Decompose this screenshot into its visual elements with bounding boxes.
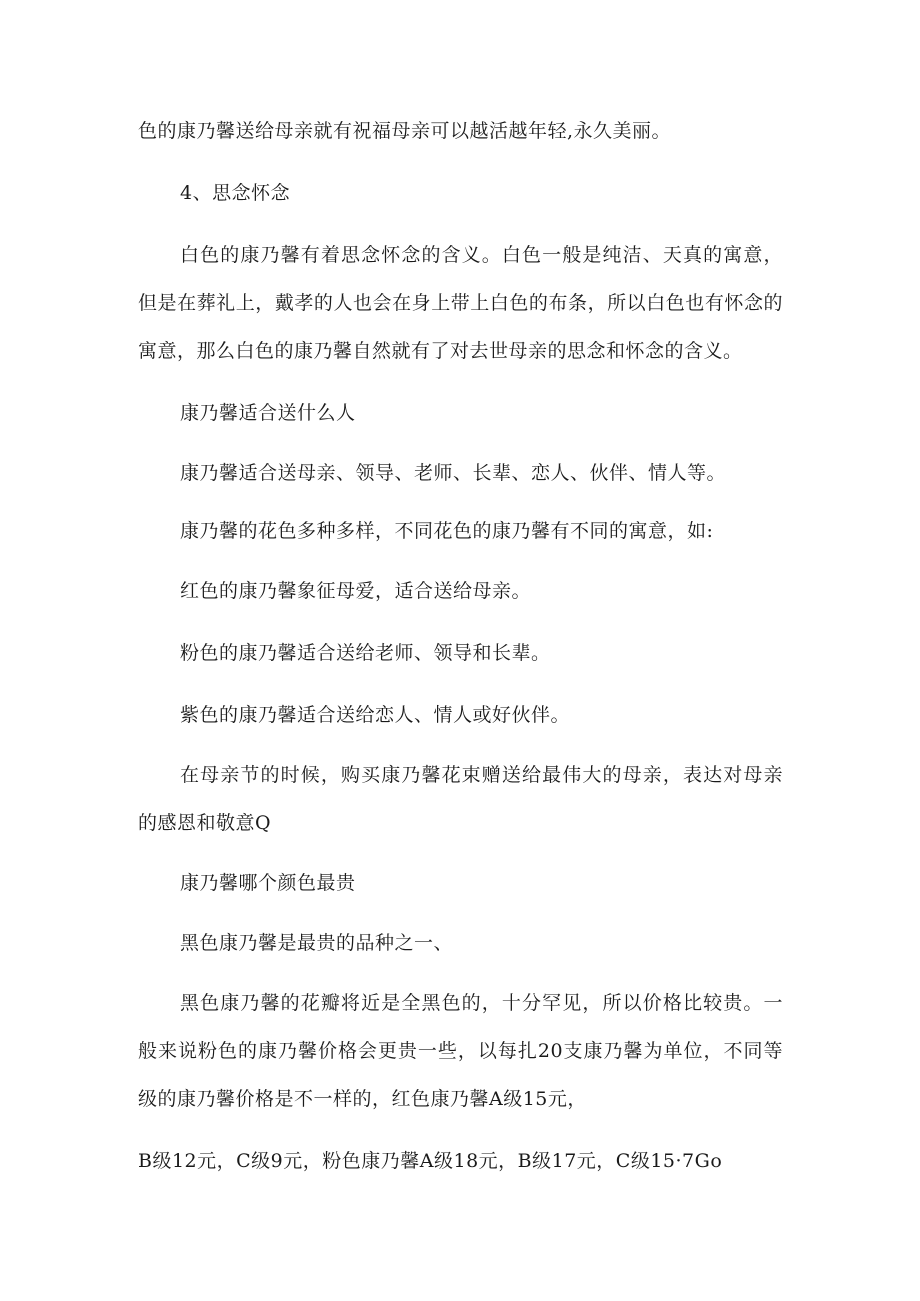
text-line-white-conclusion: 寓意，那么白色的康乃馨自然就有了对去世母亲的思念和怀念的含义。	[138, 340, 743, 362]
section-heading-missing: 4、思念怀念	[180, 182, 291, 204]
text-line-pricing-red: 级的康乃馨价格是不一样的，红色康乃馨A级15元，	[138, 1088, 587, 1110]
section-heading-most-expensive: 康乃馨哪个颜色最贵	[180, 872, 356, 894]
text-line-white-funeral: 但是在葬礼上，戴孝的人也会在身上带上白色的布条，所以白色也有怀念的	[138, 292, 783, 314]
text-line-red: 红色的康乃馨象征母爱，适合送给母亲。	[180, 580, 532, 602]
text-line-purple: 紫色的康乃馨适合送给恋人、情人或好伙伴。	[180, 704, 571, 726]
text-line-recipients-list: 康乃馨适合送母亲、领导、老师、长辈、恋人、伙伴、情人等。	[180, 462, 727, 484]
text-line-white-meaning: 白色的康乃馨有着思念怀念的含义。白色一般是纯洁、天真的寓意，	[180, 244, 783, 266]
text-line-continuation: 色的康乃馨送给母亲就有祝福母亲可以越活越年轻,永久美丽。	[138, 120, 672, 142]
text-line-colors-intro: 康乃馨的花色多种多样，不同花色的康乃馨有不同的寓意，如:	[180, 520, 714, 542]
text-line-pink: 粉色的康乃馨适合送给老师、领导和长辈。	[180, 642, 551, 664]
text-line-mothers-day: 在母亲节的时候，购买康乃馨花束赠送给最伟大的母亲，表达对母亲	[180, 764, 783, 786]
text-line-pricing-grades: B级12元，C级9元，粉色康乃馨A级18元，B级17元，C级15·7Go	[138, 1150, 723, 1172]
text-line-black-petals: 黑色康乃馨的花瓣将近是全黑色的，十分罕见，所以价格比较贵。一	[180, 992, 783, 1014]
text-line-mothers-day-end: 的感恩和敬意Q	[138, 812, 272, 834]
text-line-pricing: 般来说粉色的康乃馨价格会更贵一些，以每扎20支康乃馨为单位，不同等	[138, 1040, 783, 1062]
text-line-black-intro: 黑色康乃馨是最贵的品种之一、	[180, 932, 454, 954]
section-heading-recipients: 康乃馨适合送什么人	[180, 402, 356, 424]
